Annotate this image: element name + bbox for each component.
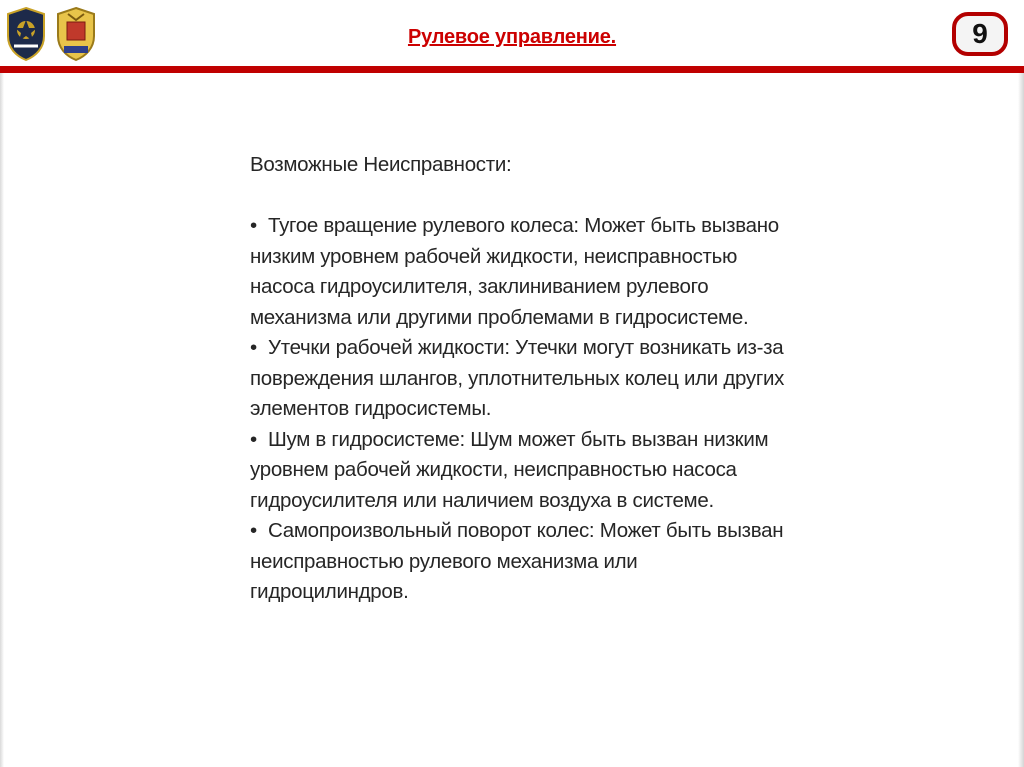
bullet-icon: •	[250, 336, 257, 359]
bullet-list	[250, 211, 790, 608]
bullet-icon: •	[250, 214, 257, 237]
bullet-icon: •	[250, 427, 257, 451]
content-body	[250, 150, 790, 608]
list-item	[250, 425, 790, 517]
header-bar	[0, 0, 1024, 66]
list-item	[250, 211, 790, 333]
list-item	[250, 333, 790, 425]
list-item-text: Тугое вращение рулевого колеса: Может быть вызвано низким уровнем рабочей жидкости, неисправностью насоса гидроусилителя, заклиниванием рулевого механизма или другими проблемами в гидросистеме.	[250, 214, 779, 329]
list-item-text: Шум в гидросистеме: Шум может быть вызван низким уровнем рабочей жидкости, неисправностью насоса гидроусилителя или наличием воздуха в системе.	[250, 427, 769, 512]
list-item-text: Утечки рабочей жидкости: Утечки могут возникать из-за повреждения шлангов, уплотнительных колец или других элементов гидросистемы.	[250, 336, 785, 420]
page-number-badge: 9	[952, 12, 1008, 56]
bullet-icon: •	[250, 519, 257, 542]
slide-title: Рулевое управление.	[407, 26, 617, 48]
header-divider	[0, 66, 1024, 73]
left-edge-shadow	[0, 73, 4, 767]
content-heading: Возможные Неисправности:	[250, 153, 512, 176]
list-item	[250, 516, 790, 608]
right-edge-shadow	[1018, 73, 1024, 767]
list-item-text: Самопроизвольный поворот колес: Может быть вызван неисправностью рулевого механизма или гидроцилиндров.	[250, 519, 784, 603]
